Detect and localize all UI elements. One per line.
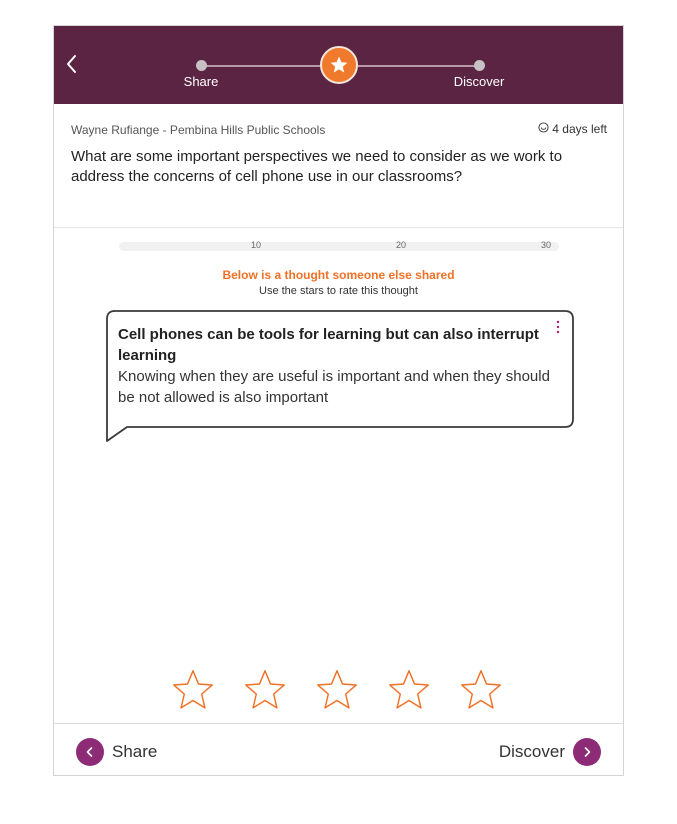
- chevron-right-icon: [573, 738, 601, 766]
- star-3-icon[interactable]: [315, 668, 359, 712]
- header-bar: [54, 26, 623, 104]
- discover-next-label: Discover: [498, 742, 565, 761]
- scale-tick: 10: [250, 240, 262, 250]
- chevron-left-icon: [76, 738, 104, 766]
- scale-tick: 20: [395, 240, 407, 250]
- current-step-star-icon: [320, 46, 358, 84]
- thought-body: Knowing when they are useful is important and when they should be not allowed is also important: [118, 368, 550, 406]
- step-share-dot[interactable]: [196, 60, 207, 71]
- app-frame: [53, 25, 624, 776]
- question-text: What are some important perspectives we need to consider as we work to address the concerns of cell phone use in our classrooms?: [71, 148, 563, 185]
- star-rating: [171, 668, 503, 712]
- time-left: [538, 122, 607, 136]
- back-chevron-icon[interactable]: [60, 52, 84, 76]
- rating-scale-bar: [119, 242, 559, 251]
- question-author: Wayne Rufiange - Pembina Hills Public Schools: [71, 123, 326, 137]
- scale-tick: 30: [540, 240, 552, 250]
- prompt-title: Below is a thought someone else shared: [222, 268, 455, 282]
- step-discover-dot[interactable]: [474, 60, 485, 71]
- star-4-icon[interactable]: [387, 668, 431, 712]
- step-discover-label[interactable]: Discover: [453, 74, 505, 89]
- footer-nav: [54, 723, 623, 776]
- thought-title: Cell phones can be tools for learning but can also interrupt learning: [118, 326, 539, 364]
- star-2-icon[interactable]: [243, 668, 287, 712]
- time-left-text: 4 days left: [552, 122, 607, 136]
- clock-icon: [538, 122, 549, 136]
- step-share-label[interactable]: Share: [183, 74, 219, 89]
- star-5-icon[interactable]: [459, 668, 503, 712]
- star-1-icon[interactable]: [171, 668, 215, 712]
- thought-content: [118, 324, 558, 408]
- share-back-label: Share: [112, 742, 158, 761]
- vertical-dots-icon[interactable]: [555, 320, 561, 334]
- discover-next-button[interactable]: [499, 738, 601, 766]
- share-back-button[interactable]: [76, 738, 157, 766]
- prompt-subtitle: Use the stars to rate this thought: [259, 285, 418, 297]
- question-section: [54, 104, 623, 228]
